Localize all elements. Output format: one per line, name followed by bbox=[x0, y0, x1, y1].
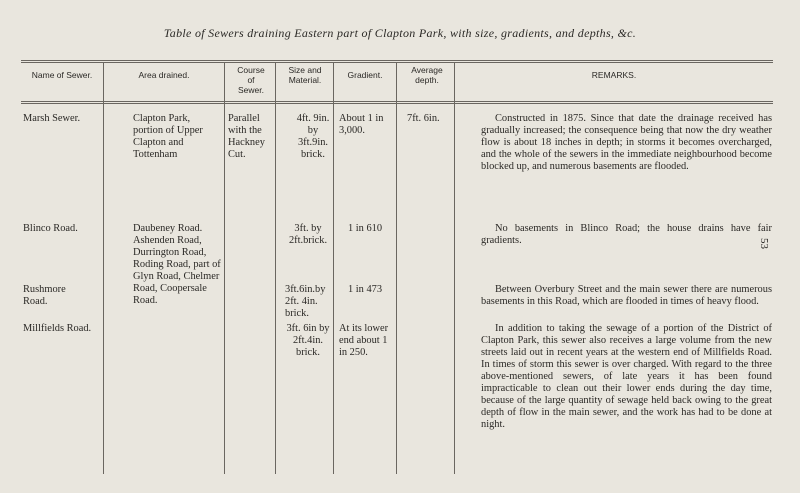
table-top-rule bbox=[21, 60, 773, 61]
header-course: Course of Sewer. bbox=[237, 65, 265, 95]
sewer-table bbox=[21, 60, 773, 480]
column-divider bbox=[103, 62, 104, 474]
row-marsh-name: Marsh Sewer. bbox=[23, 113, 81, 124]
column-divider bbox=[224, 62, 225, 474]
row-blinco-area: Daubeney Road. Ashenden Road, Durrington Road, Roding Road, part of Glyn Road, Chelmer Road, Coopersale Road. bbox=[133, 223, 221, 306]
row-marsh-gradient: About 1 in 3,000. bbox=[339, 113, 384, 136]
row-rushmore-size: 3ft.6in.by 2ft. 4in. brick. bbox=[285, 284, 326, 319]
header-remarks: REMARKS. bbox=[591, 70, 637, 80]
row-marsh-depth: 7ft. 6in. bbox=[407, 113, 440, 124]
row-rushmore-gradient: 1 in 473 bbox=[347, 284, 383, 295]
column-divider bbox=[396, 62, 397, 474]
row-millfields-size: 3ft. 6in by 2ft.4in. brick. bbox=[286, 323, 330, 358]
row-rushmore-remarks: Between Overbury Street and the main sewer there are numerous basements in this Road, which are flooded in times of heavy flood. bbox=[481, 284, 772, 307]
table-top-rule-double bbox=[21, 62, 773, 63]
row-millfields-remarks: In addition to taking the sewage of a portion of the District of Clapton Park, this sewer also receives a large volume from the new streets laid out in recent years at the western end of Millfields Road. In times of storm this sewer is over charged. With regard to the three above-mentioned sewers, of late years it has been found impracticable to clean out their lower ends during the day time, because of the large quantity of sewage held back owing to the great depth of flow in the main sewer, and the work has had to be done at night. bbox=[481, 323, 772, 430]
page-number: 53 bbox=[758, 238, 770, 249]
header-gradient: Gradient. bbox=[347, 70, 383, 80]
header-depth: Average depth. bbox=[411, 65, 443, 85]
row-blinco-remarks: No basements in Blinco Road; the house drains have fair gradients. bbox=[481, 223, 772, 246]
row-blinco-gradient: 1 in 610 bbox=[347, 223, 383, 234]
header-area: Area drained. bbox=[138, 70, 190, 80]
row-marsh-area: Clapton Park, portion of Upper Clapton and Tottenham bbox=[133, 113, 203, 160]
header-size: Size and Material. bbox=[288, 65, 322, 85]
row-millfields-name: Millfields Road. bbox=[23, 323, 92, 334]
row-blinco-size: 3ft. by 2ft.brick. bbox=[288, 223, 328, 246]
row-rushmore-name: Rushmore Road. bbox=[23, 284, 66, 307]
header-bottom-rule bbox=[21, 101, 773, 102]
row-marsh-course: Parallel with the Hackney Cut. bbox=[228, 113, 265, 160]
header-bottom-rule-double bbox=[21, 103, 773, 104]
page-title: Table of Sewers draining Eastern part of Clapton Park, with size, gradients, and depths, &c. bbox=[163, 26, 637, 40]
row-blinco-name: Blinco Road. bbox=[23, 223, 78, 234]
column-divider bbox=[275, 62, 276, 474]
row-marsh-remarks: Constructed in 1875. Since that date the drainage received has gradually increased; the consequence being that now the dry weather flow is about 18 inches in depth; in storms it becomes overcharged, and the whole of the sewers in the immediate neighbourhood become blocked up, and numerous basements are flooded. bbox=[481, 113, 772, 172]
header-name: Name of Sewer. bbox=[31, 70, 93, 80]
column-divider bbox=[333, 62, 334, 474]
row-marsh-size: 4ft. 9in. by 3ft.9in. brick. bbox=[296, 113, 330, 160]
row-millfields-gradient: At its lower end about 1 in 250. bbox=[339, 323, 389, 358]
column-divider bbox=[454, 62, 455, 474]
